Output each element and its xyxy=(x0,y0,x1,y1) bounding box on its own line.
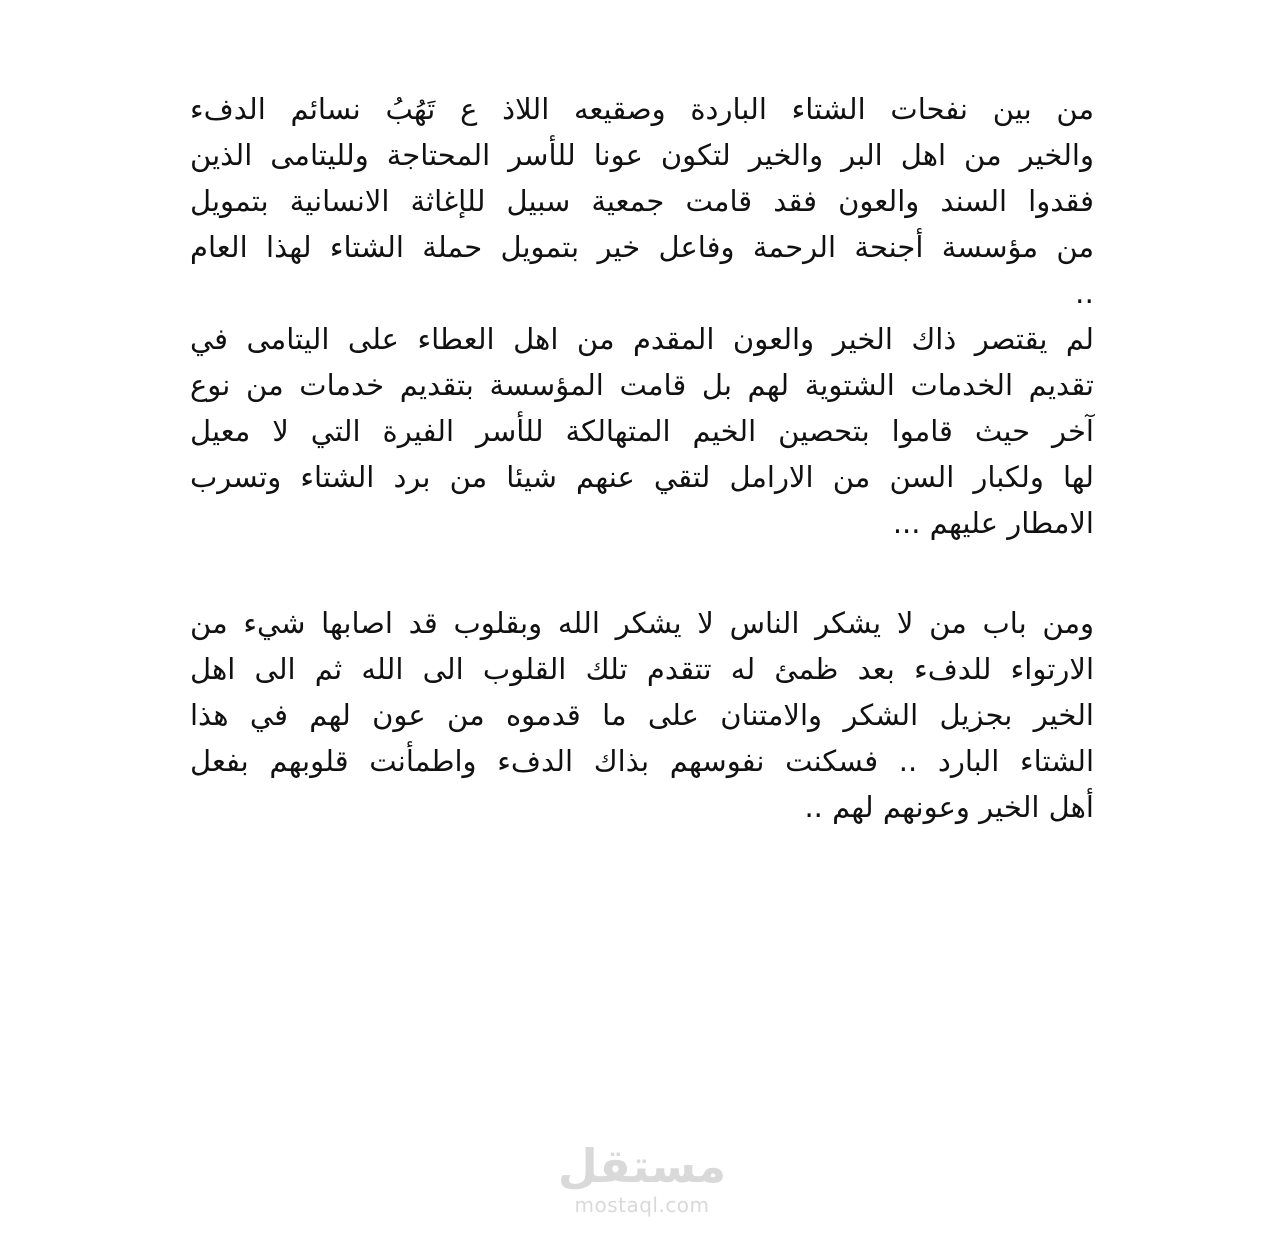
text-line: الخير بجزيل الشكر والامتنان على ما قدموه من عون لهم في هذا xyxy=(190,698,1094,732)
text-line: تقديم الخدمات الشتوية لهم بل قامت المؤسسة بتقديم خدمات من نوع xyxy=(190,368,1094,402)
text-line: الامطار عليهم ... xyxy=(892,506,1094,540)
watermark-logo: مستقل xyxy=(557,1139,727,1193)
text-line: من مؤسسة أجنحة الرحمة وفاعل خير بتمويل حملة الشتاء لهذا العام xyxy=(190,230,1094,264)
paragraph-2 xyxy=(190,316,1094,546)
text-line: فقدوا السند والعون فقد قامت جمعية سبيل للإغاثة الانسانية بتمويل xyxy=(190,184,1094,218)
text-line: لم يقتصر ذاك الخير والعون المقدم من اهل العطاء على اليتامى في xyxy=(190,322,1094,356)
paragraph-1 xyxy=(190,86,1094,316)
text-line: .. xyxy=(1075,276,1094,310)
text-line: لها ولكبار السن من الارامل لتقي عنهم شيئا من برد الشتاء وتسرب xyxy=(190,460,1094,494)
text-line: الشتاء البارد .. فسكنت نفوسهم بذاك الدفء واطمأنت قلوبهم بفعل xyxy=(190,744,1094,778)
document-body xyxy=(190,86,1094,830)
text-line: والخير من اهل البر والخير لتكون عونا للأسر المحتاجة ولليتامى الذين xyxy=(190,138,1094,172)
text-line: أهل الخير وعونهم لهم .. xyxy=(804,790,1094,824)
paragraph-spacer xyxy=(190,546,1094,600)
text-line: ومن باب من لا يشكر الناس لا يشكر الله وبقلوب قد اصابها شيء من xyxy=(190,606,1094,640)
mostaql-watermark xyxy=(0,1140,1284,1218)
watermark-domain: mostaql.com xyxy=(574,1193,710,1217)
text-line: الارتواء للدفء بعد ظمئ له تتقدم تلك القلوب الى الله ثم الى اهل xyxy=(190,652,1094,686)
text-line: من بين نفحات الشتاء الباردة وصقيعه اللاذ ع تَهُبُ نسائم الدفء xyxy=(190,92,1094,126)
paragraph-3 xyxy=(190,600,1094,830)
text-line: آخر حيث قاموا بتحصين الخيم المتهالكة للأسر الفيرة التي لا معيل xyxy=(190,414,1094,448)
